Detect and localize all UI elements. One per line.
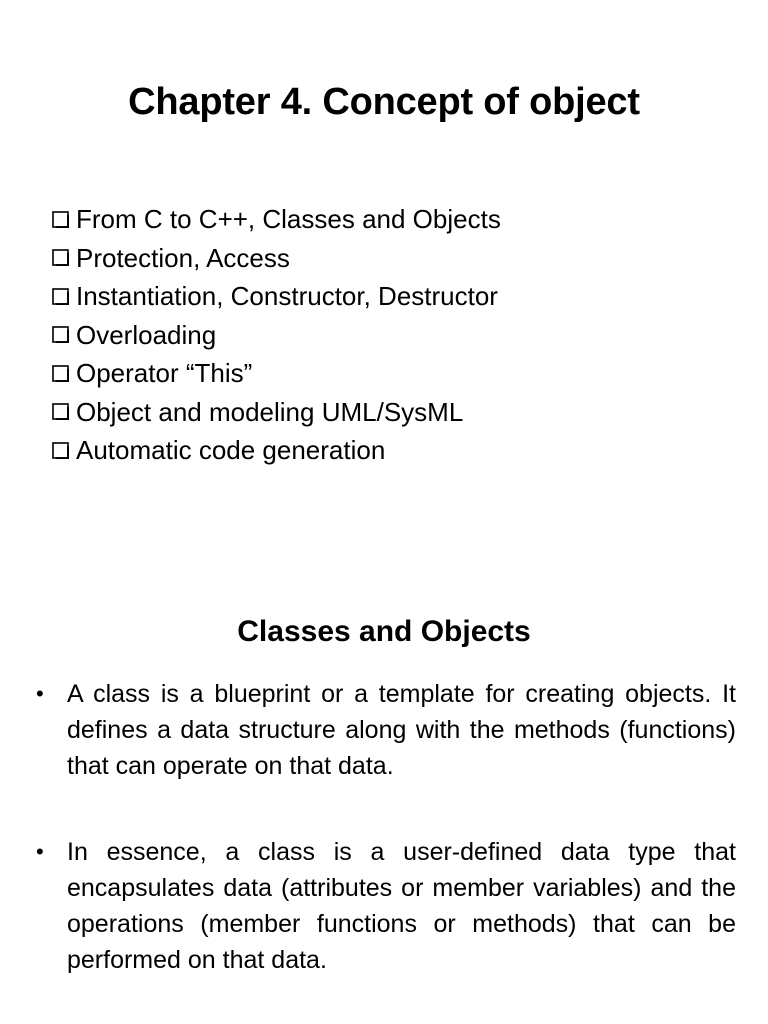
section-title: Classes and Objects bbox=[237, 615, 531, 648]
contents-item bbox=[48, 431, 728, 470]
checkbox-outline-icon bbox=[52, 403, 69, 420]
contents-item-label: Instantiation, Constructor, Destructor bbox=[76, 281, 498, 311]
contents-item-label: Operator “This” bbox=[76, 358, 253, 388]
chapter-contents-list bbox=[48, 200, 728, 470]
contents-item bbox=[48, 393, 728, 432]
checkbox-outline-icon bbox=[52, 249, 69, 266]
bullet-text: In essence, a class is a user-defined data type that encapsulates data (attributes or member variables) and the operations (member functions or methods) that can be performed on that data. bbox=[67, 838, 736, 974]
contents-item-label: Object and modeling UML/SysML bbox=[76, 396, 464, 427]
contents-item-label: From C to C++, Classes and Objects bbox=[76, 204, 501, 234]
section-bullet-list bbox=[36, 676, 736, 978]
contents-item bbox=[48, 277, 728, 316]
checkbox-outline-icon bbox=[52, 288, 69, 305]
checkbox-outline-icon bbox=[52, 211, 69, 228]
contents-item bbox=[48, 239, 728, 278]
contents-item bbox=[48, 316, 728, 355]
bullet-text: A class is a blueprint or a template for creating objects. It defines a data structure along with the methods (functions) that can operate on that data. bbox=[67, 680, 736, 780]
contents-item-label: Protection, Access bbox=[76, 242, 290, 273]
bullet-icon: • bbox=[36, 681, 44, 706]
contents-item bbox=[48, 354, 728, 393]
page-title: Chapter 4. Concept of object bbox=[128, 81, 640, 123]
checkbox-outline-icon bbox=[52, 442, 69, 459]
contents-item bbox=[48, 200, 728, 239]
checkbox-outline-icon bbox=[52, 326, 69, 343]
bullet-icon: • bbox=[36, 839, 44, 864]
bullet-point bbox=[36, 676, 736, 784]
checkbox-outline-icon bbox=[52, 365, 69, 382]
contents-item-label: Automatic code generation bbox=[76, 435, 386, 465]
bullet-point bbox=[36, 834, 736, 978]
contents-item-label: Overloading bbox=[76, 319, 217, 350]
